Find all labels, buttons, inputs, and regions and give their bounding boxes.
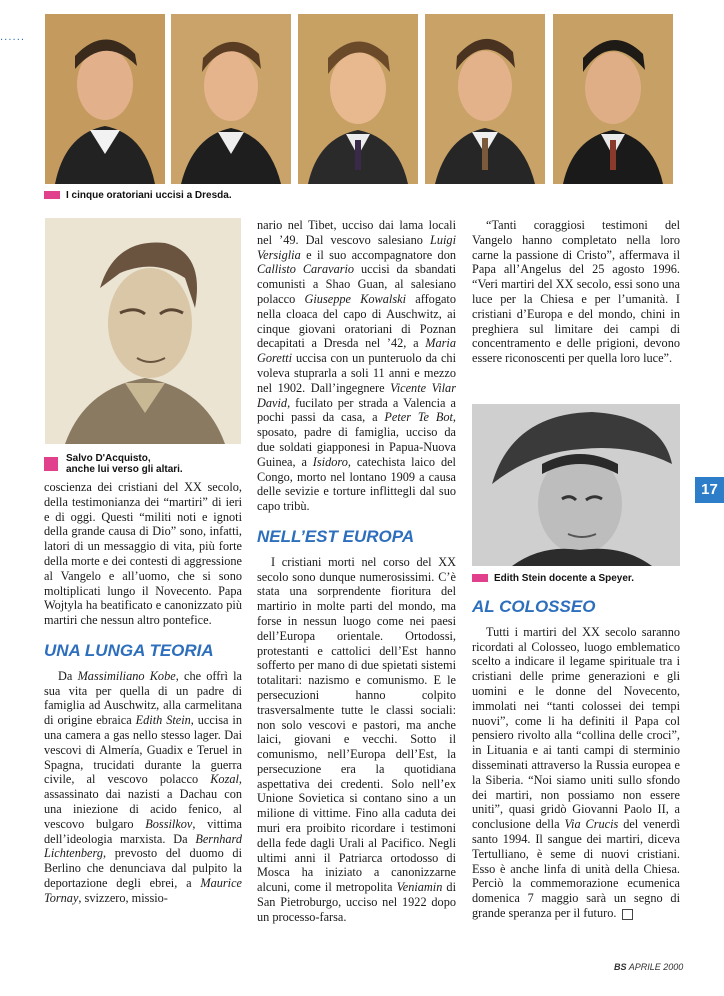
end-of-article-mark <box>622 909 633 920</box>
column-2 <box>257 218 456 925</box>
salvo-dacquisto-portrait <box>45 218 241 444</box>
issue-date: APRILE 2000 <box>628 962 684 972</box>
paragraph: nario nel Tibet, ucciso dai lama locali nel ’49. Dal vescovo salesiano Luigi Versiglia e il suo accompagnatore don Callisto Caravario uccisi da sbandati comunisti a Shao Guan, al salesiano polacco Giuseppe Kowalski affogato nella cloaca del capo di Auschwitz, ai cinque giovani oratoriani di Poznan decapitati a Dresda nel ’42, a Maria Goretti uccisa con un punteruolo da chi voleva stuprarla a soli 11 anni e mezzo nel 1902. Dall’ingegnere Vicente Vilar David, fucilato per strada a Valencia a pochi passi da casa, a Peter Te Bot, sposato, padre di famiglia, ucciso da due soldati giapponesi in Papua-Nuova Guinea, a Isidoro, catechista laico del Congo, morto nel lontano 1909 a causa delle sevizie e torture inflittegli dal suo capo tribù. <box>257 218 456 514</box>
footer <box>614 962 683 972</box>
column-3 <box>472 218 680 366</box>
paragraph: Tutti i martiri del XX secolo saranno ricordati al Colosseo, luogo emblematico scelto a indicare il legame spirituale tra i cristiani delle prime generazioni e gli uomini e le donne del Novecento, immolati nei “tanti colossei dei tempi nuovi”, come li ha definiti il Papa col pensiero rivolto alla “collina delle croci”, in Lituania e ai tanti campi di sterminio disseminati attraverso la Russia europea e la Siberia. “Noi siamo uniti sullo sfondo dei martiri, non possiamo non essere uniti”, quasi gridò Giovanni Paolo II, a conclusione della Via Crucis del venerdì santo 1994. Il sangue dei martiri, diceva Tertulliano, è seme di nuovi cristiani. Esso è anche linfa di unità della Chiesa. Perciò la commemorazione ecumenica domenica 7 maggio sarà un segno di grande speranza per il futuro. <box>472 624 680 920</box>
portrait-photo-2 <box>171 14 291 184</box>
decorative-dots: ...... <box>0 32 26 43</box>
column-3-lower <box>472 584 680 921</box>
caption-marker <box>44 191 60 199</box>
caption-salvo: Salvo D'Acquisto, anche lui verso gli altari. <box>66 453 183 475</box>
caption-oratoriani: I cinque oratoriani uccisi a Dresda. <box>44 190 232 201</box>
paragraph: “Tanti coraggiosi testimoni del Vangelo hanno completato nella loro carne la passione di Cristo”, affermava il Papa all’Angelus del 25 agosto 1996. “Veri martiri del XX secolo, essi sono una luce per la Chiesa e per l’umanità. I cristiani d’Europa e del mondo, chini in preghiera sul limitare dei campi di concentramento e delle prigioni, devono essere riconoscenti per quella loro luce”. <box>472 218 680 366</box>
page-number-badge: 17 <box>695 477 724 503</box>
paragraph: Da Massimiliano Kobe, che offrì la sua vita per quella di un padre di famiglia ad Auschwitz, alla carmelitana di origine ebraica Edith Stein, uccisa in una camera a gas nello stesso lager. Dai vescovi di Almería, Guadix e Teruel in Spagna, trucidati durante la guerra civile, al vescovo polacco Kozal, assassinato dai nazisti a Dachau con una iniezione di acido fenico, al vescovo bulgaro Bossilkov, vittima dell’ideologia marxista. Da Bernhard Lichtenberg, prevosto del duomo di Berlino che denunciava dal pulpito la deportazione degli ebrei, a Maurice Tornay, svizzero, missio- <box>44 668 242 905</box>
portrait-photo-4 <box>425 14 545 184</box>
portrait-photo-3 <box>298 14 418 184</box>
caption-marker <box>472 574 488 582</box>
paragraph: coscienza dei cristiani del XX secolo, della testimonianza dei “martiri” di ieri e di oggi. Questi “militi noti e ignoti della grande causa di Dio” sono, infatti, latori di un messaggio di vita, più forte della morte e dei contesti di aggressione al Vangelo e all’uomo, che si sono moltiplicati lungo il Novecento. Papa Wojtyla ha beatificato e canonizzato più martiri che nessun altro pontefice. <box>44 480 242 628</box>
magazine-name: BS <box>614 962 627 972</box>
caption-marker <box>44 457 58 471</box>
portrait-photo-1 <box>45 14 165 184</box>
column-1 <box>44 480 242 906</box>
section-heading: AL COLOSSEO <box>472 597 596 616</box>
portrait-photo-5 <box>553 14 673 184</box>
edith-stein-photo <box>472 404 680 566</box>
paragraph: I cristiani morti nel corso del XX secolo sono dunque numerosissimi. C’è stata una sorprendente fioritura del martirio in molte parti del mondo, ma forse in nessun luogo come nei paesi dell’Europa orientale. Ortodossi, protestanti e cattolici dell’Est hanno sofferto per mano di due spietati sistemi totalitari: nazismo e comunismo. E le persecuzioni hanno colpito trasversalmente tutte le classi sociali: non solo vescovi e pastori, ma anche laici, giovani e vecchi. Sotto il comunismo, nell’Europa dell’Est, la persecuzione era la quotidiana aspettativa dei credenti. Solo nell’ex Unione Sovietica si contano sino a un milione di vittime. Fino alla caduta dei muri era proibito ricordare i testimoni della fede dagli Urali al Pacifico. Negli ultimi anni il Patriarca ortodosso di Mosca ha iniziato a canonizzarne alcuni, come il metropolita Veniamin di San Pietroburgo, ucciso nel 1922 dopo un processo-farsa. <box>257 554 457 924</box>
caption-edith: Edith Stein docente a Speyer. <box>472 573 634 584</box>
section-heading: NELL’EST EUROPA <box>257 526 415 546</box>
section-heading: UNA LUNGA TEORIA <box>44 640 214 660</box>
